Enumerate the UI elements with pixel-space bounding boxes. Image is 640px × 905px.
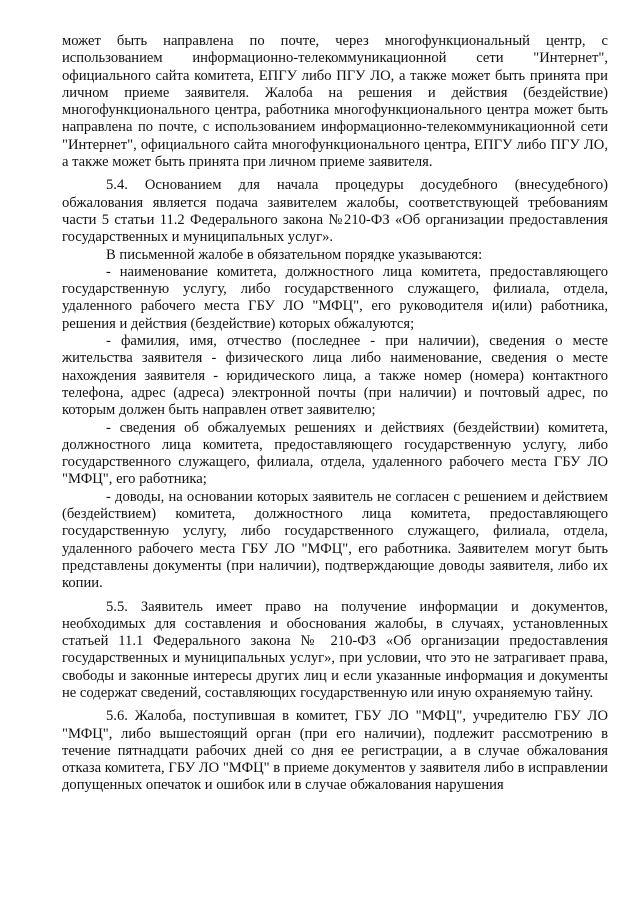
- list-item-arguments: - доводы, на основании которых заявитель не согласен с решением и действием (бездействием) комитета, должностного лица комитета, предоставляющего государственную услугу, либо государственного служащего, филиала, отдела, удаленного рабочего места ГБУ ЛО "МФЦ", его работника. Заявителем могут быть представлены документы (при наличии), подтверждающие доводы заявителя, либо их копии.: [62, 488, 608, 592]
- paragraph-5-5: 5.5. Заявитель имеет право на получение информации и документов, необходимых для составления и обоснования жалобы, в случаях, установленных статьей 11.1 Федерального закона № 210-ФЗ «Об организации предоставления государственных и муниципальных услуг», при условии, что это не затрагивает права, свободы и законные интересы других лиц и если указанные информация и документы не содержат сведений, составляющих государственную или иную охраняемую тайну.: [62, 598, 608, 701]
- list-item-applicant-details: - фамилия, имя, отчество (последнее - при наличии), сведения о месте жительства заявителя - физического лица либо наименование, сведения о месте нахождения заявителя - юридического лица, а также номер (номера) контактного телефона, адрес (адреса) электронной почты (при наличии) и почтовый адрес, по которым должен быть направлен ответ заявителю;: [62, 333, 608, 419]
- list-item-authority-name: - наименование комитета, должностного лица комитета, предоставляющего государственную услугу, либо государственного служащего, филиала, отдела, удаленного рабочего места ГБУ ЛО "МФЦ", его руководителя и(или) работника, решения и действия (бездействие) которых обжалуются;: [62, 263, 608, 332]
- paragraph-complaint-channels: может быть направлена по почте, через многофункциональный центр, с использованием информационно-телекоммуникационной сети "Интернет", официального сайта комитета, ЕПГУ либо ПГУ ЛО, а также может быть принята при личном приеме заявителя. Жалоба на решения и действия (бездействие) многофункционального центра, работника многофункционального центра может быть направлена по почте, с использованием информационно-телекоммуникационной сети "Интернет", официального сайта многофункционального центра, ЕПГУ либо ПГУ ЛО, а также может быть принята при личном приеме заявителя.: [62, 33, 608, 171]
- document-page: [62, 33, 608, 795]
- paragraph-required-items-intro: В письменной жалобе в обязательном порядке указываются:: [106, 246, 483, 263]
- paragraph-5-4: 5.4. Основанием для начала процедуры досудебного (внесудебного) обжалования является подача заявителем жалобы, соответствующей требованиям части 5 статьи 11.2 Федерального закона №210-ФЗ «Об организации предоставления государственных и муниципальных услуг».: [62, 177, 608, 246]
- list-item-appealed-decisions: - сведения об обжалуемых решениях и действиях (бездействии) комитета, должностного лица комитета, предоставляющего государственную услугу, либо государственного служащего, филиала, отдела, удаленного рабочего места ГБУ ЛО "МФЦ", его работника;: [62, 419, 608, 488]
- paragraph-5-6: 5.6. Жалоба, поступившая в комитет, ГБУ ЛО "МФЦ", учредителю ГБУ ЛО "МФЦ", либо вышестоящий орган (при его наличии), подлежит рассмотрению в течение пятнадцати рабочих дней со дня ее регистрации, а в случае обжалования отказа комитета, ГБУ ЛО "МФЦ" в приеме документов у заявителя либо в исправлении допущенных опечаток и ошибок или в случае обжалования нарушения: [62, 708, 608, 794]
